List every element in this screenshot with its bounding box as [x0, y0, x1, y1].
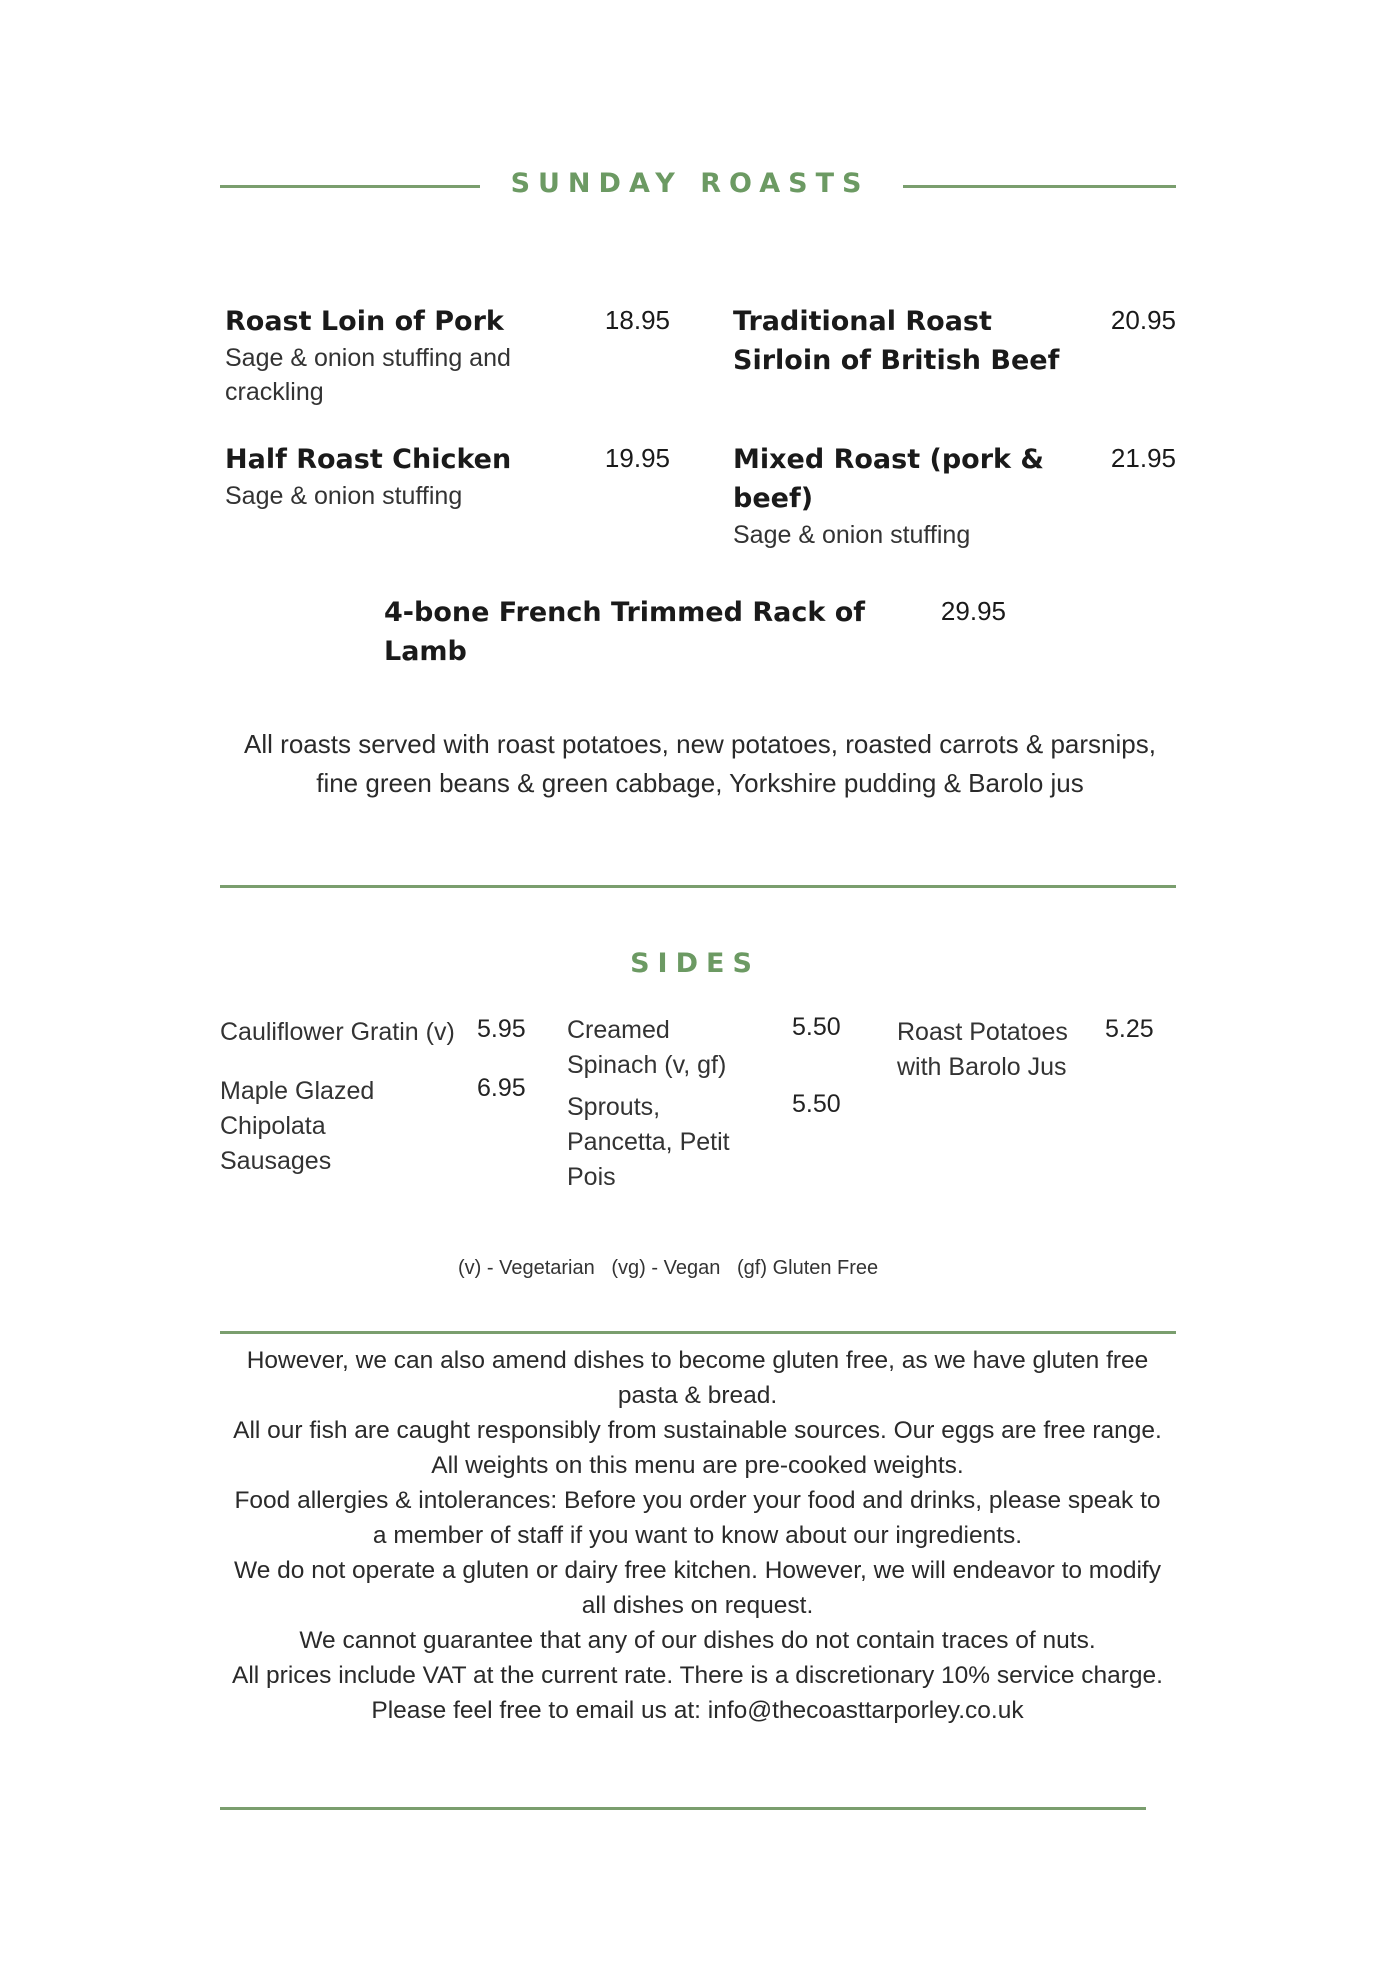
roast-item-pork: [225, 302, 565, 409]
sunday-roasts-heading: SUNDAY ROASTS: [510, 168, 870, 199]
footer-notes: [225, 1343, 1170, 1728]
footer-note: We cannot guarantee that any of our dishes do not contain traces of nuts.: [299, 1627, 1096, 1654]
footer-note: All our fish are caught responsibly from sustainable sources. Our eggs are free range.: [233, 1417, 1162, 1444]
sides-heading: SIDES: [630, 948, 760, 979]
dish-name: 4-bone French Trimmed Rack of Lamb: [384, 597, 865, 667]
heading-rule-right: [903, 185, 1176, 188]
price-lamb: 29.95: [940, 596, 1006, 626]
dish-name: Mixed Roast (pork & beef): [733, 444, 1044, 514]
side-price: 5.95: [477, 1015, 526, 1043]
dish-description: Sage & onion stuffing: [225, 482, 463, 510]
heading-rule-left: [220, 185, 480, 188]
roast-item-mixed: [733, 440, 1053, 552]
price-beef: 20.95: [1110, 305, 1176, 335]
side-roast-potatoes: Roast Potatoes with Barolo Jus: [897, 1018, 1068, 1081]
dietary-legend: (v) - Vegetarian (vg) - Vegan (gf) Gluten Free: [458, 1257, 879, 1279]
footer-email-note[interactable]: Please feel free to email us at: info@thecoasttarporley.co.uk: [371, 1697, 1024, 1724]
footer-note: All weights on this menu are pre-cooked weights.: [431, 1452, 964, 1479]
footer-note: All prices include VAT at the current rate. There is a discretionary 10% service charge.: [232, 1662, 1163, 1689]
roasts-served-note: All roasts served with roast potatoes, new potatoes, roasted carrots & parsnips, fine green beans & green cabbage, Yorkshire pudding & Barolo jus: [244, 729, 1156, 798]
footer-note: We do not operate a gluten or dairy free kitchen. However, we will endeavor to modify all dishes on request.: [234, 1557, 1161, 1619]
dish-name: Half Roast Chicken: [225, 444, 512, 475]
price-chicken: 19.95: [604, 443, 670, 473]
side-creamed-spinach: Creamed Spinach (v, gf): [567, 1016, 727, 1079]
roast-item-chicken: [225, 440, 565, 513]
side-cauliflower-gratin: Cauliflower Gratin (v): [220, 1018, 455, 1046]
side-price: 5.25: [1105, 1015, 1154, 1043]
side-chipolata: Maple Glazed Chipolata Sausages: [220, 1077, 375, 1175]
footer-note: However, we can also amend dishes to become gluten free, as we have gluten free pasta & bread.: [246, 1347, 1149, 1409]
dish-description: Sage & onion stuffing: [733, 521, 971, 549]
price-pork: 18.95: [604, 305, 670, 335]
roast-item-beef: [733, 302, 1073, 380]
footer-note: Food allergies & intolerances: Before you order your food and drinks, please speak to a member of staff if you want to know about our ingredients.: [234, 1487, 1161, 1549]
side-price: 5.50: [792, 1013, 841, 1041]
side-price: 5.50: [792, 1090, 841, 1118]
section-divider: [220, 885, 1176, 888]
roast-item-lamb: [384, 593, 884, 671]
side-price: 6.95: [477, 1074, 526, 1102]
dish-name: Roast Loin of Pork: [225, 306, 504, 337]
footer-bottom-rule: [220, 1807, 1146, 1810]
dish-name: Traditional Roast Sirloin of British Beef: [733, 306, 1060, 376]
dish-description: Sage & onion stuffing and crackling: [225, 344, 511, 406]
side-sprouts: Sprouts, Pancetta, Petit Pois: [567, 1093, 730, 1191]
price-mixed: 21.95: [1110, 443, 1176, 473]
footer-top-rule: [220, 1331, 1176, 1334]
